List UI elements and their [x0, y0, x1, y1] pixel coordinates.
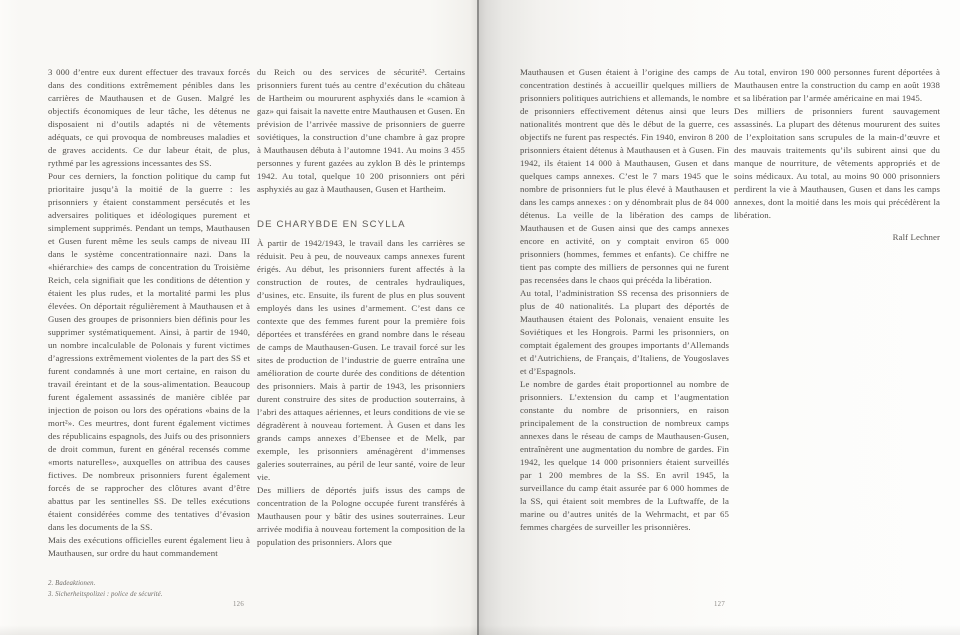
- paragraph: Au total, environ 190 000 personnes furent déportées à Mauthausen entre la construction du camp en août 1938 et sa libération par l’armée américaine en mai 1945.: [734, 67, 940, 103]
- footnotes: [48, 579, 268, 600]
- paragraph: du Reich ou des services de sécurité³. Certains prisonniers furent tués au centre d’exécution du château de Hartheim ou moururent asphyxiés dans le «camion à gaz» qui faisait la navette entre Mauthausen et Gusen. En prévision de l’arrivée massive de prisonniers de guerre soviétiques, la construction d’une chambre à gaz propre à Mauthausen débuta à l’automne 1941. Au moins 3 455 personnes y furent gazées au zyklon B dès le printemps 1942. Au total, quelque 10 200 prisonniers ont péri asphyxiés au gaz à Mauthausen, Gusen et Hartheim.: [257, 67, 465, 194]
- paragraph: Des milliers de déportés juifs issus des camps de concentration de la Pologne occupée furent transférés à Mauthausen pour y bâtir des usines souterraines. Leur arrivée modifia à nouveau fortement la composition de la population des prisonniers. Alors que: [257, 485, 465, 547]
- page-number-right: 127: [713, 601, 726, 608]
- left-page-column-2: [257, 66, 465, 549]
- paragraph: À partir de 1942/1943, le travail dans les carrières se réduisit. Peu à peu, de nouveaux camps annexes furent érigés. Au début, les prisonniers furent affectés à la construction de routes, de centrales hydrauliques, d’usines, etc. Ensuite, ils furent de plus en plus souvent employés dans les usines d’armement. C’est dans ce contexte que des femmes furent pour la première fois déportées et transférées en grand nombre dans le réseau de camps de Mauthausen-Gusen. Le travail forcé sur les sites de production de l’industrie de guerre entraîna une amélioration de courte durée des conditions de détention des prisonniers. Mais à partir de 1943, les prisonniers durent construire des sites de production souterrains, à l’abri des attaques aériennes, et leurs conditions de vie se dégradèrent à nouveau fortement. À Gusen et dans les grands camps annexes d’Ebensee et de Melk, par exemple, les prisonniers aménagèrent d’immenses galeries souterraines, au péril de leur santé, voire de leur vie.: [257, 238, 465, 482]
- bottom-edge-shadow: [0, 625, 960, 635]
- paragraph: Le nombre de gardes était proportionnel au nombre de prisonniers. L’extension du camp et l’augmentation constante du nombre de prisonniers, en raison principalement de la construction de nombreux camps annexes dans le réseau de camps de Mauthausen-Gusen, entraînèrent une augmentation du nombre de gardes. Fin 1942, les quelque 14 000 prisonniers étaient surveillés par 1 200 membres de la SS. En avril 1945, la surveillance du camp était assurée par 6 000 hommes de la SS, qui étaient soit membres de la Luftwaffe, de la marine ou d’autres unités de la Wehrmacht, et par 65 femmes chargées de surveiller les prisonnières.: [520, 379, 729, 532]
- paragraph: Mauthausen et Gusen étaient à l’origine des camps de concentration destinés à accueillir quelques milliers de prisonniers politiques autrichiens et allemands, le nombre de prisonniers effectivement détenus ainsi que leurs nationalités montrent que dès le début de la guerre, ces objectifs ne furent pas respectés. Fin 1940, environ 8 200 prisonniers étaient détenus à Mauthausen et à Gusen. Fin 1942, ils étaient 14 000 à Mauthausen, Gusen et dans quelques camps annexes. C’est le 7 mars 1945 que le nombre de prisonniers fut le plus élevé à Mauthausen et dans les camps annexes : on y dénombrait plus de 84 000 détenus. La veille de la libération des camps de Mauthausen et de Gusen ainsi que des camps annexes encore en activité, on y comptait environ 65 000 prisonniers (hommes, femmes et enfants). Ce chiffre ne tient pas compte des milliers de personnes qui ne furent pas recensées dans le chaos qui précéda la libération.: [520, 67, 729, 285]
- paragraph: 3 000 d’entre eux durent effectuer des travaux forcés dans des conditions extrêmement pénibles dans les carrières de Mauthausen et de Gusen. Malgré les objectifs économiques de leur tâche, les détenus ne disposaient ni d’outils adaptés ni de vêtements adéquats, ce qui provoqua de nombreuses maladies et de graves accidents. Ce dur labeur était, de plus, rythmé par les agressions incessantes des SS.: [48, 67, 250, 168]
- page-number-left: 126: [232, 601, 245, 608]
- left-page-column-1: [48, 66, 250, 560]
- paragraph: Mais des exécutions officielles eurent également lieu à Mauthausen, sur ordre du haut commandement: [48, 535, 250, 558]
- author-attribution: Ralf Lechner: [892, 232, 940, 242]
- footnote: 2. Badeaktionen.: [48, 580, 96, 587]
- paragraph: Au total, l’administration SS recensa des prisonniers de plus de 40 nationalités. La plupart des déportés de Mauthausen étaient des Polonais, venaient ensuite les Soviétiques et les Hongrois. Parmi les prisonniers, on comptait également des groupes importants d’Allemands et d’Autrichiens, de Français, d’Italiens, de Yougoslaves et d’Espagnols.: [520, 288, 729, 376]
- right-page-column-2: [734, 66, 940, 244]
- section-heading: DE CHARYBDE EN SCYLLA: [257, 219, 406, 230]
- paragraph: Des milliers de prisonniers furent sauvagement assassinés. La plupart des détenus moururent des suites de l’exploitation sans scrupules de la main-d’œuvre et des mauvais traitements qu’ils subirent ainsi que du manque de nourriture, de vêtements appropriés et de soins médicaux. Au total, au moins 90 000 prisonniers perdirent la vie à Mauthausen, Gusen et dans les camps annexes, dont la moitié dans les mois qui précédèrent la libération.: [734, 106, 940, 220]
- paragraph: Pour ces derniers, la fonction politique du camp fut prioritaire jusqu’à la moitié de la guerre : les prisonniers y étaient constamment persécutés et les adversaires politiques et idéologiques purement et simplement supprimés. Pendant un temps, Mauthausen et Gusen furent même les seuls camps de niveau III dans le système concentrationnaire nazi. Dans la «hiérarchie» des camps de concentration du Troisième Reich, cela signifiait que les conditions de détention y étaient les plus rudes, et la mortalité parmi les plus élevées. On déportait régulièrement à Mauthausen et à Gusen des groupes de prisonniers bien définis pour les supprimer systématiquement. Ainsi, à partir de 1940, un nombre incalculable de Polonais y furent victimes d’agressions extrêmement violentes de la part des SS et furent condamnés à une mort certaine, en raison du travail éreintant et de la sous-alimentation. Beaucoup furent également assassinés de manière ciblée par injection de poison ou lors des opérations «bains de la mort²». Ces meurtres, dont furent également victimes des républicains espagnols, des Juifs ou des prisonniers de droit commun, furent en général recensés comme «morts naturelles», auxquelles on attribua des causes fictives. De nombreux prisonniers furent également forcés de se rapprocher des clôtures avant d’être abattus par les sentinelles SS. De telles exécutions étaient considérées comme des tentatives d’évasion dans les documents de la SS.: [48, 171, 250, 532]
- right-page-column-1: [520, 66, 729, 534]
- footnote: 3. Sicherheitspolizei : police de sécurité.: [48, 590, 163, 598]
- page-gutter: [477, 0, 479, 635]
